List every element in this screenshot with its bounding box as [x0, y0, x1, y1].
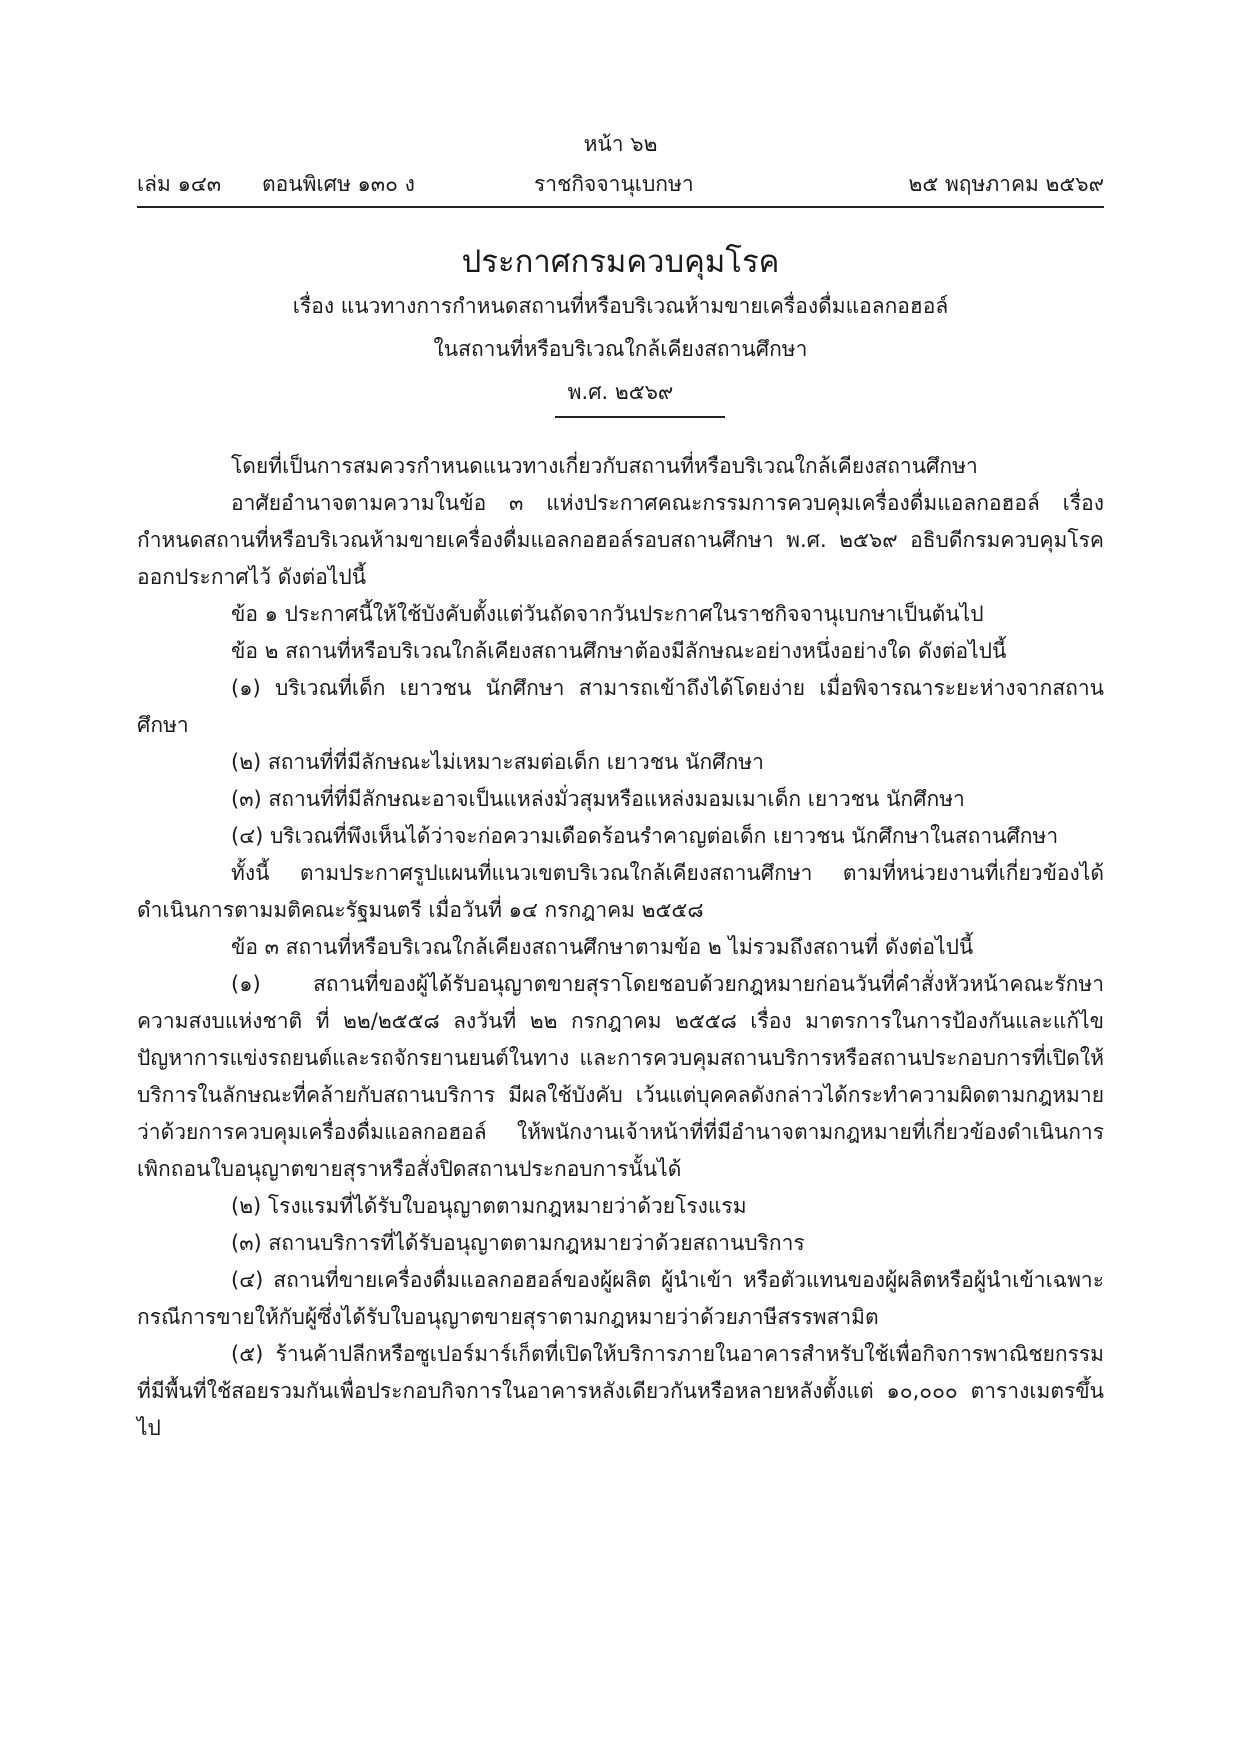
announcement-subject-continued: ในสถานที่หรือบริเวณใกล้เคียงสถานศึกษา — [433, 337, 808, 361]
clause-3-item-3: (๓) สถานบริการที่ได้รับอนุญาตตามกฎหมายว่าด้วยสถานบริการ — [231, 1231, 805, 1255]
clause-2-item-2: (๒) สถานที่ที่มีลักษณะไม่เหมาะสมต่อเด็ก เยาวชน นักศึกษา — [231, 750, 764, 774]
clause-2-note: ทั้งนี้ ตามประกาศรูปแผนที่แนวเขตบริเวณใกล้เคียงสถานศึกษา ตามที่หน่วยงานที่เกี่ยวข้องได้ดำเนินการตามมติคณะรัฐมนตรี เมื่อวันที่ ๑๔ กรกฎาคม ๒๕๕๘ — [137, 861, 1104, 922]
page-number: หน้า ๖๒ — [583, 132, 658, 156]
gazette-header — [137, 168, 1104, 198]
clause-3: ข้อ ๓ สถานที่หรือบริเวณใกล้เคียงสถานศึกษาตามข้อ ๒ ไม่รวมถึงสถานที่ ดังต่อไปนี้ — [231, 935, 974, 959]
gazette-name: ราชกิจจานุเบกษา — [534, 172, 694, 196]
authority-paragraph: อาศัยอำนาจตามความในข้อ ๓ แห่งประกาศคณะกรรมการควบคุมเครื่องดื่มแอลกอฮอล์ เรื่อง กำหนดสถานที่หรือบริเวณห้ามขายเครื่องดื่มแอลกอฮอล์รอบสถานศึกษา พ.ศ. ๒๕๖๙ อธิบดีกรมควบคุมโรค ออกประกาศไว้ ดังต่อไปนี้ — [137, 491, 1104, 589]
clause-3-item-1: (๑) สถานที่ของผู้ได้รับอนุญาตขายสุราโดยชอบด้วยกฎหมายก่อนวันที่คำสั่งหัวหน้าคณะรักษาความสงบแห่งชาติ ที่ ๒๒/๒๕๕๘ ลงวันที่ ๒๒ กรกฎาคม ๒๕๕๘ เรื่อง มาตรการในการป้องกันและแก้ไขปัญหาการแข่งรถยนต์และรถจักรยานยนต์ในทาง และการควบคุมสถานบริการหรือสถานประกอบการที่เปิดให้บริการในลักษณะที่คล้ายกับสถานบริการ มีผลใช้บังคับ เว้นแต่บุคคลดังกล่าวได้กระทำความผิดตามกฎหมายว่าด้วยการควบคุมเครื่องดื่มแอลกอฮอล์ ให้พนักงานเจ้าหน้าที่ที่มีอำนาจตามกฎหมายที่เกี่ยวข้องดำเนินการเพิกถอนใบอนุญาตขายสุราหรือสั่งปิดสถานประกอบการนั้นได้ — [137, 972, 1104, 1181]
clause-3-item-5: (๕) ร้านค้าปลีกหรือซูเปอร์มาร์เก็ตที่เปิดให้บริการภายในอาคารสำหรับใช้เพื่อกิจการพาณิชยกรรมที่มีพื้นที่ใช้สอยรวมกันเพื่อประกอบกิจการในอาคารหลังเดียวกันหรือหลายหลังตั้งแต่ ๑๐,๐๐๐ ตารางเมตรขึ้นไป — [137, 1342, 1104, 1440]
volume-label: เล่ม ๑๔๓ — [137, 172, 222, 196]
preamble-paragraph: โดยที่เป็นการสมควรกำหนดแนวทางเกี่ยวกับสถานที่หรือบริเวณใกล้เคียงสถานศึกษา — [231, 454, 978, 478]
announcement-subject: เรื่อง แนวทางการกำหนดสถานที่หรือบริเวณห้ามขายเครื่องดื่มแอลกอฮอล์ — [292, 294, 949, 318]
header-divider — [137, 206, 1104, 208]
clause-2-item-3: (๓) สถานที่ที่มีลักษณะอาจเป็นแหล่งมั่วสุมหรือแหล่งมอมเมาเด็ก เยาวชน นักศึกษา — [231, 787, 965, 811]
clause-2: ข้อ ๒ สถานที่หรือบริเวณใกล้เคียงสถานศึกษาต้องมีลักษณะอย่างหนึ่งอย่างใด ดังต่อไปนี้ — [231, 639, 1007, 663]
publication-date: ๒๕ พฤษภาคม ๒๕๖๙ — [908, 172, 1104, 196]
announcement-year: พ.ศ. ๒๕๖๙ — [567, 380, 674, 404]
clause-2-item-4: (๔) บริเวณที่พึงเห็นได้ว่าจะก่อความเดือดร้อนรำคาญต่อเด็ก เยาวชน นักศึกษาในสถานศึกษา — [231, 824, 1059, 848]
issue-label: ตอนพิเศษ ๑๓๐ ง — [262, 172, 415, 196]
clause-2-item-1: (๑) บริเวณที่เด็ก เยาวชน นักศึกษา สามารถเข้าถึงได้โดยง่าย เมื่อพิจารณาระยะห่างจากสถานศึกษา — [137, 676, 1104, 737]
title-divider — [555, 416, 725, 418]
clause-3-item-4: (๔) สถานที่ขายเครื่องดื่มแอลกอฮอล์ของผู้ผลิต ผู้นำเข้า หรือตัวแทนของผู้ผลิตหรือผู้นำเข้าเฉพาะกรณีการขายให้กับผู้ซึ่งได้รับใบอนุญาตขายสุราตามกฎหมายว่าด้วยภาษีสรรพสามิต — [137, 1268, 1104, 1329]
announcement-title: ประกาศกรมควบคุมโรค — [461, 244, 780, 280]
announcement-body — [137, 448, 1104, 1447]
clause-1: ข้อ ๑ ประกาศนี้ให้ใช้บังคับตั้งแต่วันถัดจากวันประกาศในราชกิจจานุเบกษาเป็นต้นไป — [231, 602, 984, 626]
clause-3-item-2: (๒) โรงแรมที่ได้รับใบอนุญาตตามกฎหมายว่าด้วยโรงแรม — [231, 1194, 747, 1218]
